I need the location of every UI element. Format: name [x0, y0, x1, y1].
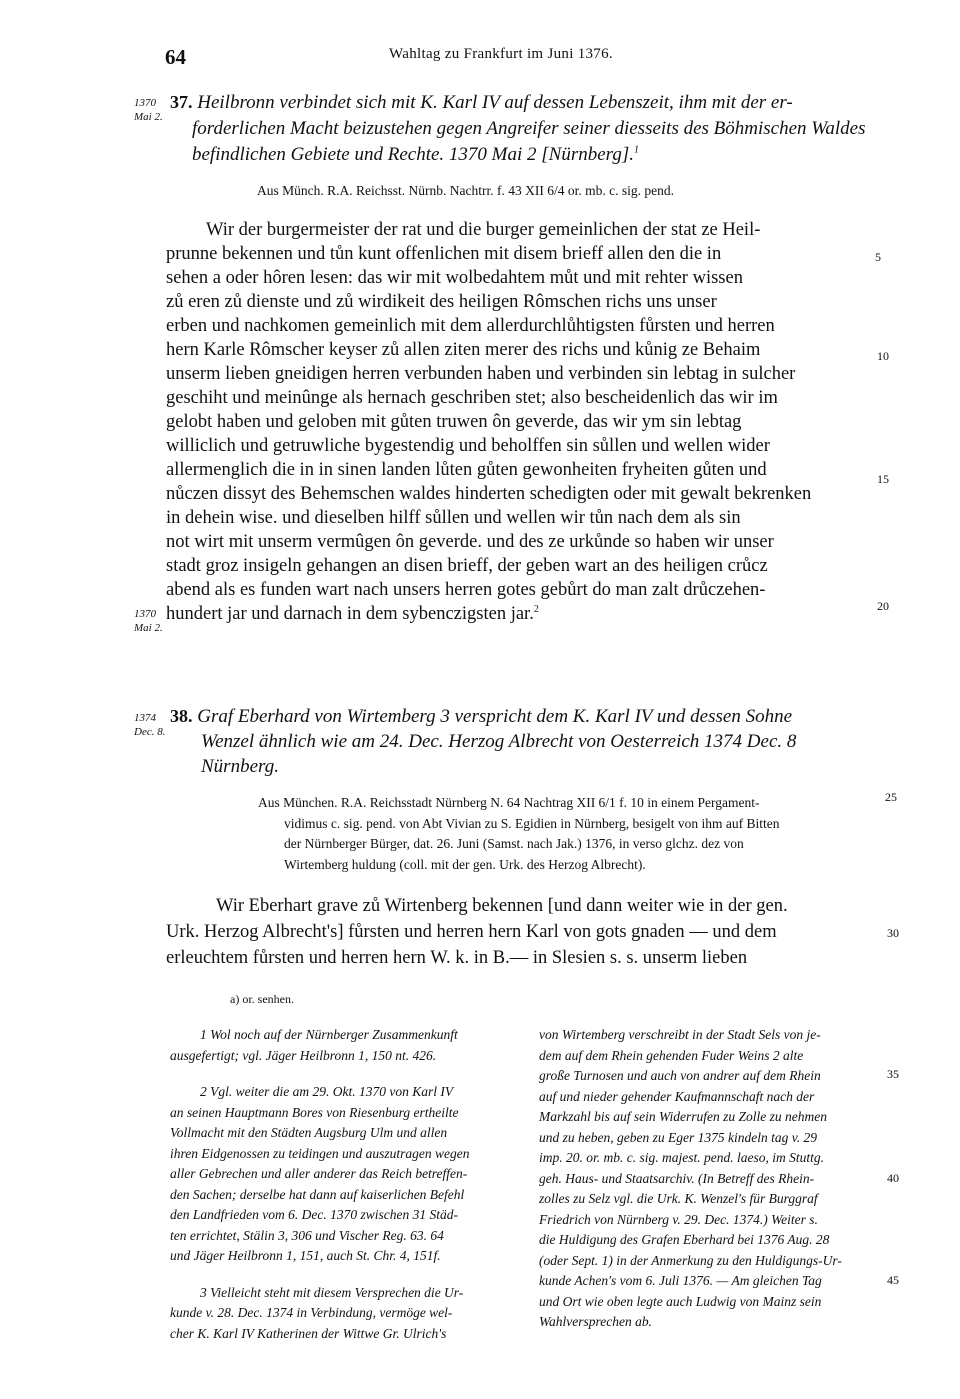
body-line: not wirt mit unserm vermûgen ôn geverde. und des ze urkůnde so haben wir unser — [166, 532, 774, 552]
footnote-line: aller Gebrechen und aller anderer das Reich betreffen- — [170, 1166, 468, 1181]
heading-line: Wenzel ähnlich wie am 24. Dec. Herzog Albrecht von Oesterreich 1374 Dec. 8 — [201, 731, 797, 752]
footnote-line: Friedrich von Nürnberg v. 29. Dec. 1374.) Weiter s. — [539, 1211, 818, 1227]
body-line: erben und nachkomen gemeinlich mit dem allerdurchlůhtigsten fůrsten und herren — [166, 316, 775, 336]
footnote-line: 1 Wol noch auf der Nürnberger Zusammenkunft — [200, 1027, 458, 1042]
footnote — [170, 1025, 525, 1066]
footnote-line: ausgefertigt; vgl. Jäger Heilbronn 1, 150 nt. 426. — [170, 1047, 437, 1063]
running-head: Wahltag zu Frankfurt im Juni 1376. — [389, 46, 613, 62]
line-number: 35 — [887, 1067, 899, 1081]
source-line: Wirtemberg huldung (coll. mit der gen. Urk. des Herzog Albrecht). — [284, 856, 646, 872]
footnote-line: ten errichtet, Stälin 3, 306 und Vischer Reg. 63. 64 — [170, 1227, 444, 1243]
footnote-line: ihren Eidgenossen zu teidingen und auszutragen wegen — [170, 1145, 470, 1161]
body-line: geschiht und meinûnge als hernach geschriben stet; also bescheidenlich das wir im — [166, 388, 778, 408]
footnote-line: große Turnosen und auch von andrer auf dem Rhein — [539, 1068, 821, 1083]
margin-year: 1370 — [134, 608, 156, 620]
body-line: hern Karle Rômscher keyser zů allen ziten merer des richs und kůnig ze Behaim — [166, 340, 761, 360]
footnote-line: Vollmacht mit den Städten Augsburg Ulm und allen — [170, 1125, 448, 1140]
footnote-line: an seinen Hauptmann Bores von Riesenburg ertheilte — [170, 1104, 459, 1120]
line-number: 10 — [877, 349, 889, 363]
variant-note — [230, 992, 294, 1007]
body-line: prunne bekennen und tůn kunt offenlichen mit disem brieff allen den die in — [166, 244, 722, 264]
body-line: williclich und getruwliche bygestendig und beholffen sin sůllen und wellen wider — [166, 436, 770, 456]
footnotes-right — [539, 1025, 884, 1333]
footnote-line: und Ort wie oben legte auch Ludwig von Mainz sein — [539, 1293, 822, 1309]
source-line: vidimus c. sig. pend. von Abt Vivian zu S. Egidien in Nürnberg, besigelt von ihm auf Bitten — [284, 815, 780, 831]
footnote-ref: 1 — [634, 144, 640, 156]
body-line: stadt groz insigeln gehangen an disen brieff, der geben wart an des heiligen crůcz — [166, 556, 768, 576]
footnote-line: 2 Vgl. weiter die am 29. Okt. 1370 von Karl IV — [200, 1084, 454, 1099]
footnote-line: dem auf dem Rhein gehenden Fuder Weins 2 alte — [539, 1047, 804, 1063]
footnote-line: Wahlversprechen ab. — [539, 1314, 652, 1329]
body-line: Wir Eberhart grave zů Wirtenberg bekennen [und dann weiter wie in der gen. — [216, 896, 788, 916]
footnote-line: den Sachen; derselbe hat dann auf kaiserlichen Befehl — [170, 1186, 465, 1202]
source-citation-38 — [258, 793, 780, 875]
charter-38-heading — [170, 706, 890, 781]
charter-38-body — [166, 894, 876, 972]
body-line: hundert jar und darnach in dem sybenczigsten jar. — [166, 604, 534, 624]
source-line: Aus München. R.A. Reichsstadt Nürnberg N. 64 Nachtrag XII 6/1 f. 10 in einem Pergament- — [258, 795, 760, 810]
footnote-line: und Jäger Heilbronn 1, 151, auch St. Chr. 4, 151f. — [170, 1248, 441, 1263]
footnote-line: Markzahl bis auf sein Widerrufen zu Zolle zu nehmen — [539, 1109, 827, 1124]
source-citation-37: Aus Münch. R.A. Reichsst. Nürnb. Nachtrr. f. 43 XII 6/4 or. mb. c. sig. pend. — [257, 183, 674, 198]
footnote — [170, 1283, 525, 1345]
footnote-line: (oder Sept. 1) in der Anmerkung zu den Huldigungs-Ur- — [539, 1252, 842, 1268]
footnote-line: von Wirtemberg verschreibt in der Stadt Sels von je- — [539, 1027, 821, 1042]
footnote-line: kunde v. 28. Dec. 1374 in Verbindung, vermöge wel- — [170, 1305, 453, 1320]
footnote-line: 3 Vielleicht steht mit diesem Versprechen die Ur- — [200, 1284, 464, 1300]
margin-year: 1374 — [134, 712, 156, 724]
line-number: 40 — [887, 1171, 899, 1185]
variant-label: a) — [230, 992, 240, 1006]
body-line: nůczen dissyt des Behemschen waldes hinderten schedigten oder mit gewalt bekrenken — [166, 484, 812, 504]
margin-day: Mai 2. — [134, 622, 163, 634]
source-line: der Nürnberger Bürger, dat. 26. Juni (Samst. nach Jak.) 1376, in verso glchz. dez von — [284, 836, 744, 851]
footnote-ref: 2 — [533, 603, 539, 615]
margin-date-37-end — [134, 607, 180, 635]
footnote-line: die Huldigung des Grafen Eberhard bei 1376 Aug. 28 — [539, 1232, 830, 1247]
heading-line: befindlichen Gebiete und Rechte. 1370 Mai 2 [Nürnberg]. — [192, 144, 635, 165]
line-number: 20 — [877, 599, 889, 613]
margin-year: 1370 — [134, 97, 156, 109]
line-number: 15 — [877, 472, 889, 486]
heading-line: forderlichen Macht beizustehen gegen Angreifer seiner diesseits des Böhmischen Waldes — [192, 118, 866, 139]
footnote-line: imp. 20. or. mb. c. sig. majest. pend. laeso, im Stuttg. — [539, 1150, 824, 1165]
footnote-line: und zu heben, geben zu Eger 1375 kindeln tag v. 29 — [539, 1129, 817, 1145]
charter-number: 38. — [170, 706, 193, 726]
heading-line: Graf Eberhard von Wirtemberg 3 verspricht dem K. Karl IV und dessen Sohne — [197, 706, 793, 727]
body-line: unserm lieben gneidigen herren verbunden haben und verbinden sin lebtag in sulcher — [166, 364, 796, 384]
footnote-line: kunde Achen's vom 6. Juli 1376. — Am gleichen Tag — [539, 1273, 822, 1288]
line-number: 25 — [885, 790, 897, 804]
footnotes-left — [170, 1025, 525, 1344]
footnote-line: zolles zu Selz vgl. die Urk. K. Wenzel's für Burggraf — [539, 1191, 818, 1206]
body-line: sehen a oder hôren lesen: das wir mit wolbedahtem můt und mit rehter wissen — [166, 268, 743, 288]
footnote-line: geh. Haus- und Staatsarchiv. (In Betreff des Rhein- — [539, 1170, 815, 1186]
page-number: 64 — [165, 45, 186, 69]
body-line: allermenglich die in in sinen landen lůten gůten gewonheiten fryheiten gůten und — [166, 460, 767, 480]
footnote-line: auf und nieder gehender Kaufmannschaft nach der — [539, 1088, 815, 1104]
footnote-line: den Landfrieden vom 6. Dec. 1370 zwischen 31 Städ- — [170, 1207, 458, 1222]
footnote-line: cher K. Karl IV Katherinen der Wittwe Gr. Ulrich's — [170, 1325, 447, 1341]
charter-number: 37. — [170, 92, 193, 112]
footnote — [170, 1082, 525, 1267]
margin-day: Mai 2. — [134, 111, 163, 123]
heading-line: Nürnberg. — [201, 756, 279, 777]
body-line: gelobt haben und geloben mit gůten truwen ôn geverde, das wir ym sin lebtag — [166, 412, 742, 432]
body-line: in dehein wise. und dieselben hilff sůllen und wellen wir tůn nach dem als sin — [166, 508, 741, 528]
line-number: 45 — [887, 1273, 899, 1287]
heading-line: Heilbronn verbindet sich mit K. Karl IV auf dessen Lebenszeit, ihm mit der er- — [197, 92, 793, 113]
line-number: 30 — [887, 926, 899, 940]
variant-text: or. senhen. — [242, 992, 294, 1006]
charter-37-body — [166, 218, 876, 626]
body-line: Wir der burgermeister der rat und die burger gemeinlichen der stat ze Heil- — [206, 220, 761, 240]
body-line: erleuchtem fůrsten und herren hern W. k. in B.— in Slesien s. s. unserm lieben — [166, 948, 748, 968]
charter-37-heading — [170, 92, 890, 170]
body-line: Urk. Herzog Albrecht's] fůrsten und herren hern Karl von gots gnaden — und dem — [166, 922, 777, 942]
margin-day: Dec. 8. — [134, 726, 166, 738]
body-line: abend als es funden wart nach unsers herren gotes gebůrt do man zalt drůczehen- — [166, 580, 766, 600]
body-line: zů eren zů dienste und zů wirdikeit des heiligen Rômschen richs uns unser — [166, 292, 717, 312]
line-number: 5 — [875, 250, 881, 264]
